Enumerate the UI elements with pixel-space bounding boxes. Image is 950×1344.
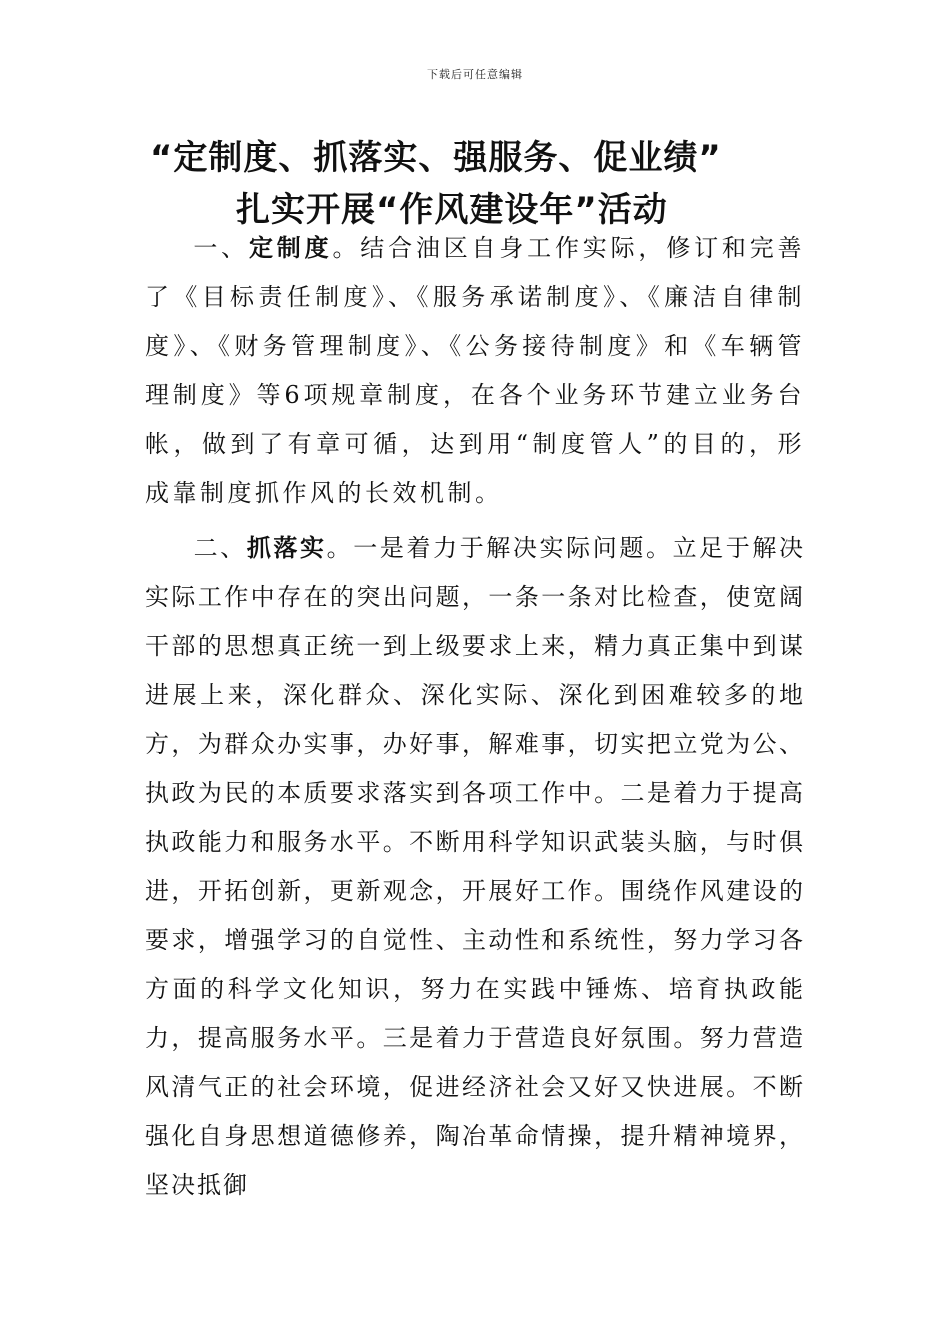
paragraph-1 (145, 224, 805, 518)
paragraph-2 (145, 524, 805, 1210)
paragraph-2-heading: 抓落实 (246, 534, 327, 562)
document-title-line-1: “定制度、抓落实、强服务、促业绩” (150, 138, 722, 178)
document-title-line-2: 扎实开展“作风建设年”活动 (236, 190, 668, 230)
paragraph-1-prefix: 一、 (193, 234, 249, 262)
paragraph-2-text: 。一是着力于解决实际问题。立足于解决实际工作中存在的突出问题，一条一条对比检查，使宽阔干部的思想真正统一到上级要求上来，精力真正集中到谋进展上来，深化群众、深化实际、深化到困难较多的地方，为群众办实事，办好事，解难事，切实把立党为公、执政为民的本质要求落实到各项工作中。二是着力于提高执政能力和服务水平。不断用科学知识武装头脑，与时俱进，开拓创新，更新观念，开展好工作。围绕作风建设的要求，增强学习的自觉性、主动性和系统性，努力学习各方面的科学文化知识，努力在实践中锤炼、培育执政能力，提高服务水平。三是着力于营造良好氛围。努力营造风清气正的社会环境，促进经济社会又好又快进展。不断强化自身思想道德修养，陶冶革命情操，提升精神境界，坚决抵御 (145, 534, 806, 1199)
paragraph-1-heading: 定制度 (248, 234, 333, 262)
header-note: 下载后可任意编辑 (427, 68, 523, 81)
paragraph-2-prefix: 二、 (193, 534, 247, 562)
paragraph-1-text: 。结合油区自身工作实际，修订和完善了《目标责任制度》、《服务承诺制度》、《廉洁自律制度》、《财务管理制度》、《公务接待制度》和《车辆管理制度》等6项规章制度，在各个业务环节建立业务台帐，做到了有章可循，达到用“制度管人”的目的，形成靠制度抓作风的长效机制。 (145, 234, 806, 507)
